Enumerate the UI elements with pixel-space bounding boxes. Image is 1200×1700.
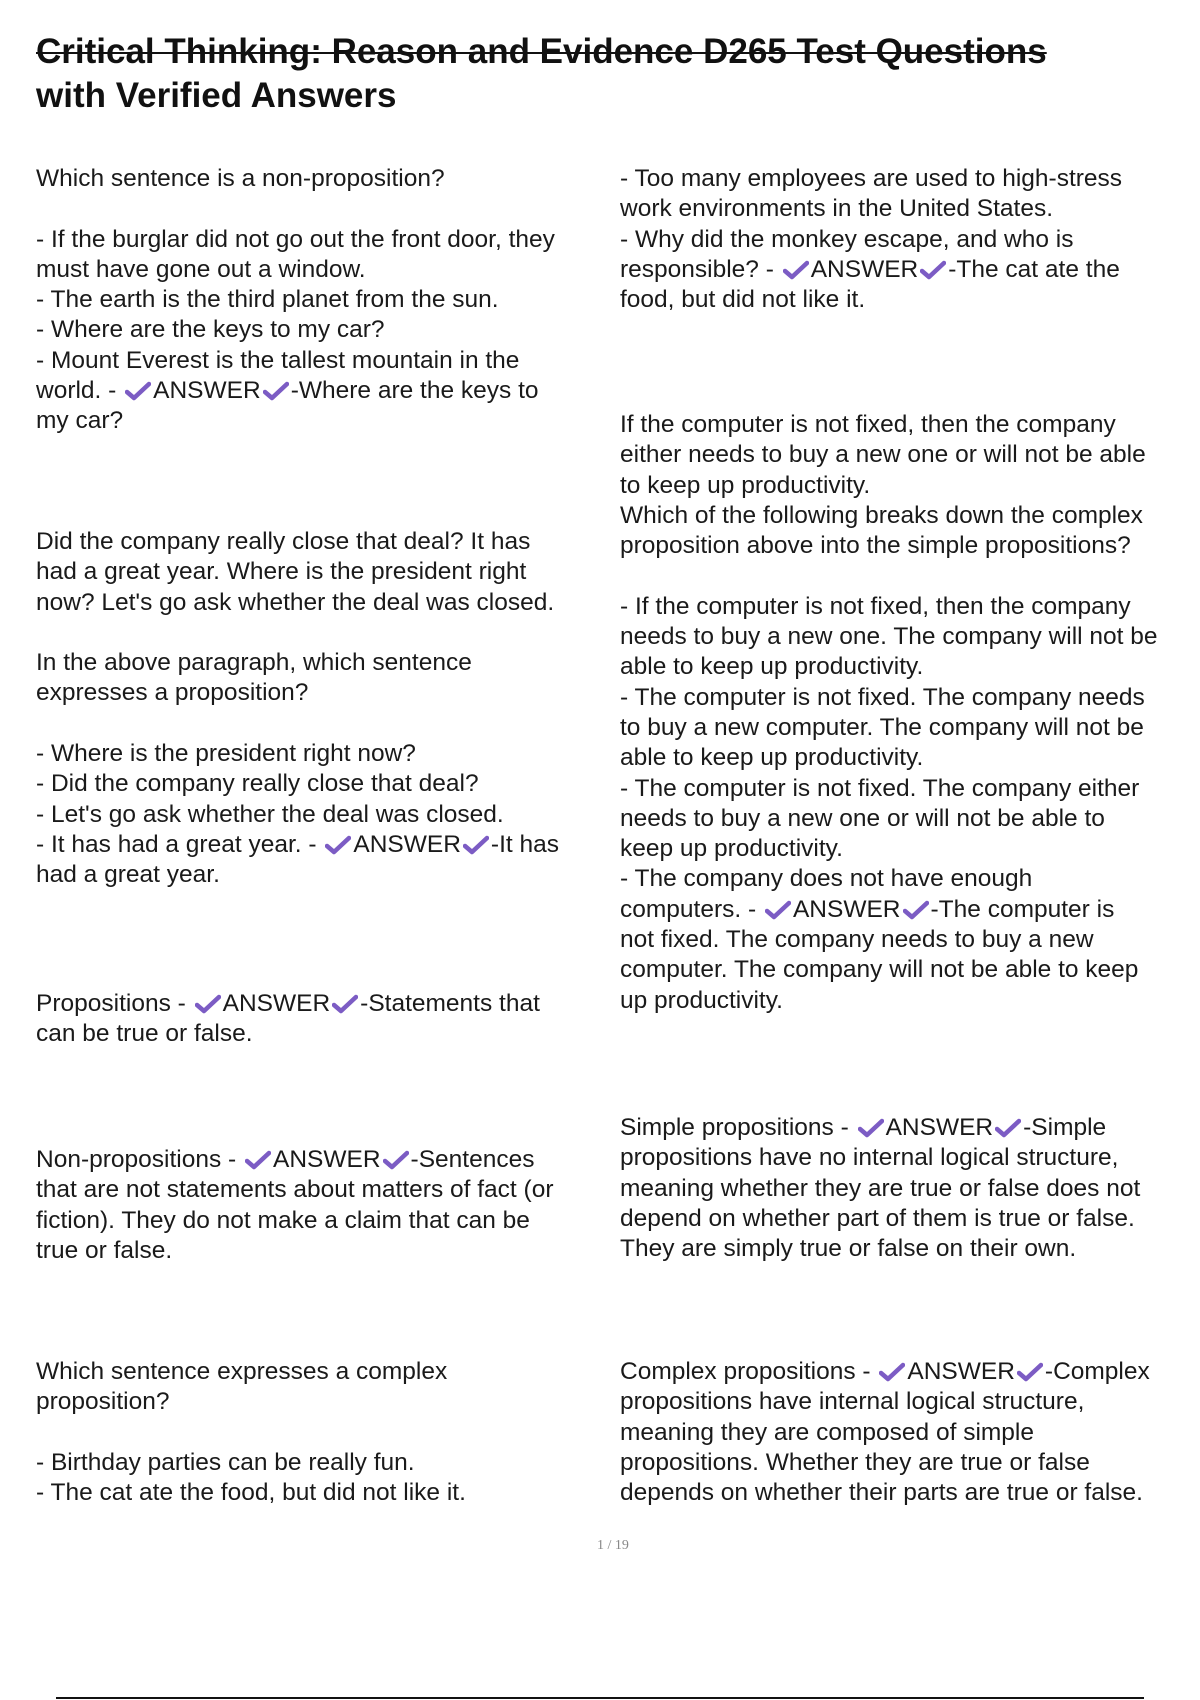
answer-text: -Complex xyxy=(1044,1358,1150,1385)
answer-label: ANSWER xyxy=(272,1146,381,1173)
checkmark-icon xyxy=(920,260,946,280)
answer-prefix: computers. - xyxy=(620,895,763,923)
answer-line xyxy=(36,830,559,860)
text-line: Did the company really close that deal? It has xyxy=(36,528,531,555)
qa-block xyxy=(36,527,559,891)
qa-block xyxy=(620,1113,1140,1264)
text-line: needs to buy a new one or will not be able to xyxy=(620,804,1105,832)
answer-label: ANSWER xyxy=(153,377,261,405)
text-line: able to keep up productivity. xyxy=(620,744,924,772)
text-line: - The earth is the third planet from the sun. xyxy=(36,286,499,314)
text-line: now? Let's go ask whether the deal was closed. xyxy=(36,588,555,616)
text-line: proposition? xyxy=(36,1388,170,1416)
answer-prefix: responsible? - xyxy=(620,255,781,283)
page-number: 1 / 19 xyxy=(597,1538,629,1553)
answer-label: ANSWER xyxy=(222,990,331,1017)
checkmark-icon xyxy=(903,900,929,920)
checkmark-icon xyxy=(463,835,489,855)
answer-text: -The cat ate the xyxy=(948,255,1120,283)
checkmark-icon xyxy=(765,900,791,920)
checkmark-icon xyxy=(195,994,221,1014)
answer-label: ANSWER xyxy=(792,895,901,923)
qa-block xyxy=(620,410,1158,1016)
answer-continuation: propositions have internal logical structure, xyxy=(620,1388,1085,1416)
answer-line xyxy=(620,895,1158,925)
qa-block xyxy=(36,164,555,437)
answer-label: ANSWER xyxy=(353,830,461,858)
text-line: Which sentence expresses a complex xyxy=(36,1358,448,1385)
text-line: Which sentence is a non-proposition? xyxy=(36,165,445,192)
text-line: - Did the company really close that deal? xyxy=(36,770,479,798)
answer-prefix: Non-propositions - xyxy=(36,1146,243,1173)
answer-line xyxy=(620,1113,1140,1143)
answer-text: -It has xyxy=(490,830,559,858)
answer-continuation: propositions. Whether they are true or false xyxy=(620,1448,1090,1476)
answer-label: ANSWER xyxy=(907,1358,1015,1385)
qa-block xyxy=(36,989,540,1050)
text-line: - The company does not have enough xyxy=(620,865,1033,893)
qa-block xyxy=(620,164,1122,315)
answer-continuation: meaning they are composed of simple xyxy=(620,1418,1034,1446)
blank-line xyxy=(36,1418,466,1448)
answer-prefix: world. - xyxy=(36,377,124,405)
answer-continuation: true or false. xyxy=(36,1236,173,1264)
text-line: - Why did the monkey escape, and who is xyxy=(620,225,1074,253)
text-line: - Mount Everest is the tallest mountain in the xyxy=(36,346,520,374)
answer-continuation: not fixed. The company needs to buy a new xyxy=(620,926,1094,954)
qa-block xyxy=(36,1357,466,1508)
text-line: to buy a new computer. The company will not be xyxy=(620,713,1144,741)
answer-continuation: that are not statements about matters of fact (or xyxy=(36,1176,554,1204)
checkmark-icon xyxy=(245,1150,271,1170)
answer-continuation: can be true or false. xyxy=(36,1020,253,1048)
answer-continuation: fiction). They do not make a claim that can be xyxy=(36,1206,530,1234)
answer-line xyxy=(36,989,540,1019)
text-line: - Where is the president right now? xyxy=(36,740,416,768)
blank-line xyxy=(36,618,559,648)
text-line: to keep up productivity. xyxy=(620,471,871,499)
answer-text: -The computer is xyxy=(930,895,1115,923)
text-line: - The computer is not fixed. The company either xyxy=(620,774,1140,802)
text-line: had a great year. Where is the president right xyxy=(36,558,527,586)
answer-label: ANSWER xyxy=(810,255,919,283)
text-line: - The cat ate the food, but did not like it. xyxy=(36,1479,466,1507)
blank-line xyxy=(36,194,555,224)
text-line: expresses a proposition? xyxy=(36,679,309,707)
text-line: In the above paragraph, which sentence xyxy=(36,649,472,677)
checkmark-icon xyxy=(325,835,351,855)
answer-prefix: - It has had a great year. - xyxy=(36,830,324,858)
checkmark-icon xyxy=(263,381,289,401)
text-line: - The computer is not fixed. The company needs xyxy=(620,683,1145,711)
checkmark-icon xyxy=(383,1150,409,1170)
checkmark-icon xyxy=(783,260,809,280)
answer-continuation: up productivity. xyxy=(620,986,783,1014)
title-line-2: with Verified Answers xyxy=(36,76,397,115)
text-line: - Birthday parties can be really fun. xyxy=(36,1448,415,1476)
answer-continuation: depend on whether part of them is true or false. xyxy=(620,1204,1135,1232)
checkmark-icon xyxy=(995,1118,1021,1138)
text-line: work environments in the United States. xyxy=(620,195,1054,223)
answer-label: ANSWER xyxy=(885,1114,994,1141)
page-bottom-rule xyxy=(56,1697,1144,1699)
text-line: - If the burglar did not go out the front door, they xyxy=(36,225,555,253)
text-line: - Too many employees are used to high-stress xyxy=(620,165,1123,192)
text-line: must have gone out a window. xyxy=(36,255,366,283)
text-line: needs to buy a new one. The company will not be xyxy=(620,623,1158,651)
checkmark-icon xyxy=(332,994,358,1014)
text-line: able to keep up productivity. xyxy=(620,653,924,681)
checkmark-icon xyxy=(125,381,151,401)
answer-text: -Simple xyxy=(1023,1114,1107,1141)
checkmark-icon xyxy=(858,1118,884,1138)
text-line: Which of the following breaks down the complex xyxy=(620,501,1143,529)
answer-prefix: Propositions - xyxy=(36,990,193,1017)
text-line: - If the computer is not fixed, then the company xyxy=(620,592,1131,620)
title-line-1: Critical Thinking: Reason and Evidence D265 Test Questions xyxy=(36,32,1047,71)
answer-line xyxy=(620,1357,1150,1387)
answer-line xyxy=(36,376,555,406)
text-line: If the computer is not fixed, then the company xyxy=(620,411,1116,438)
blank-line xyxy=(36,709,559,739)
text-line: - Let's go ask whether the deal was closed. xyxy=(36,800,504,828)
answer-text: -Statements that xyxy=(360,990,540,1017)
answer-continuation: meaning whether they are true or false does not xyxy=(620,1174,1141,1202)
checkmark-icon xyxy=(879,1362,905,1382)
answer-continuation: had a great year. xyxy=(36,861,220,889)
text-line: either needs to buy a new one or will not be able xyxy=(620,441,1146,469)
document-title xyxy=(36,30,1166,118)
answer-prefix: Simple propositions - xyxy=(620,1114,856,1141)
answer-text: -Sentences xyxy=(410,1146,535,1173)
answer-line xyxy=(36,1145,553,1175)
answer-continuation: food, but did not like it. xyxy=(620,286,866,314)
answer-prefix: Complex propositions - xyxy=(620,1358,878,1385)
answer-continuation: They are simply true or false on their own. xyxy=(620,1235,1077,1263)
answer-line xyxy=(620,255,1122,285)
qa-block xyxy=(620,1357,1150,1508)
answer-continuation: computer. The company will not be able to keep xyxy=(620,956,1139,984)
answer-text: -Where are the keys to xyxy=(290,377,539,405)
answer-continuation: propositions have no internal logical structure, xyxy=(620,1144,1119,1172)
text-line: keep up productivity. xyxy=(620,835,843,863)
checkmark-icon xyxy=(1017,1362,1043,1382)
answer-continuation: depends on whether their parts are true or false. xyxy=(620,1479,1143,1507)
qa-block xyxy=(36,1145,553,1266)
text-line: proposition above into the simple propositions? xyxy=(620,532,1131,560)
answer-continuation: my car? xyxy=(36,407,124,435)
text-line: - Where are the keys to my car? xyxy=(36,316,385,344)
blank-line xyxy=(620,561,1158,591)
